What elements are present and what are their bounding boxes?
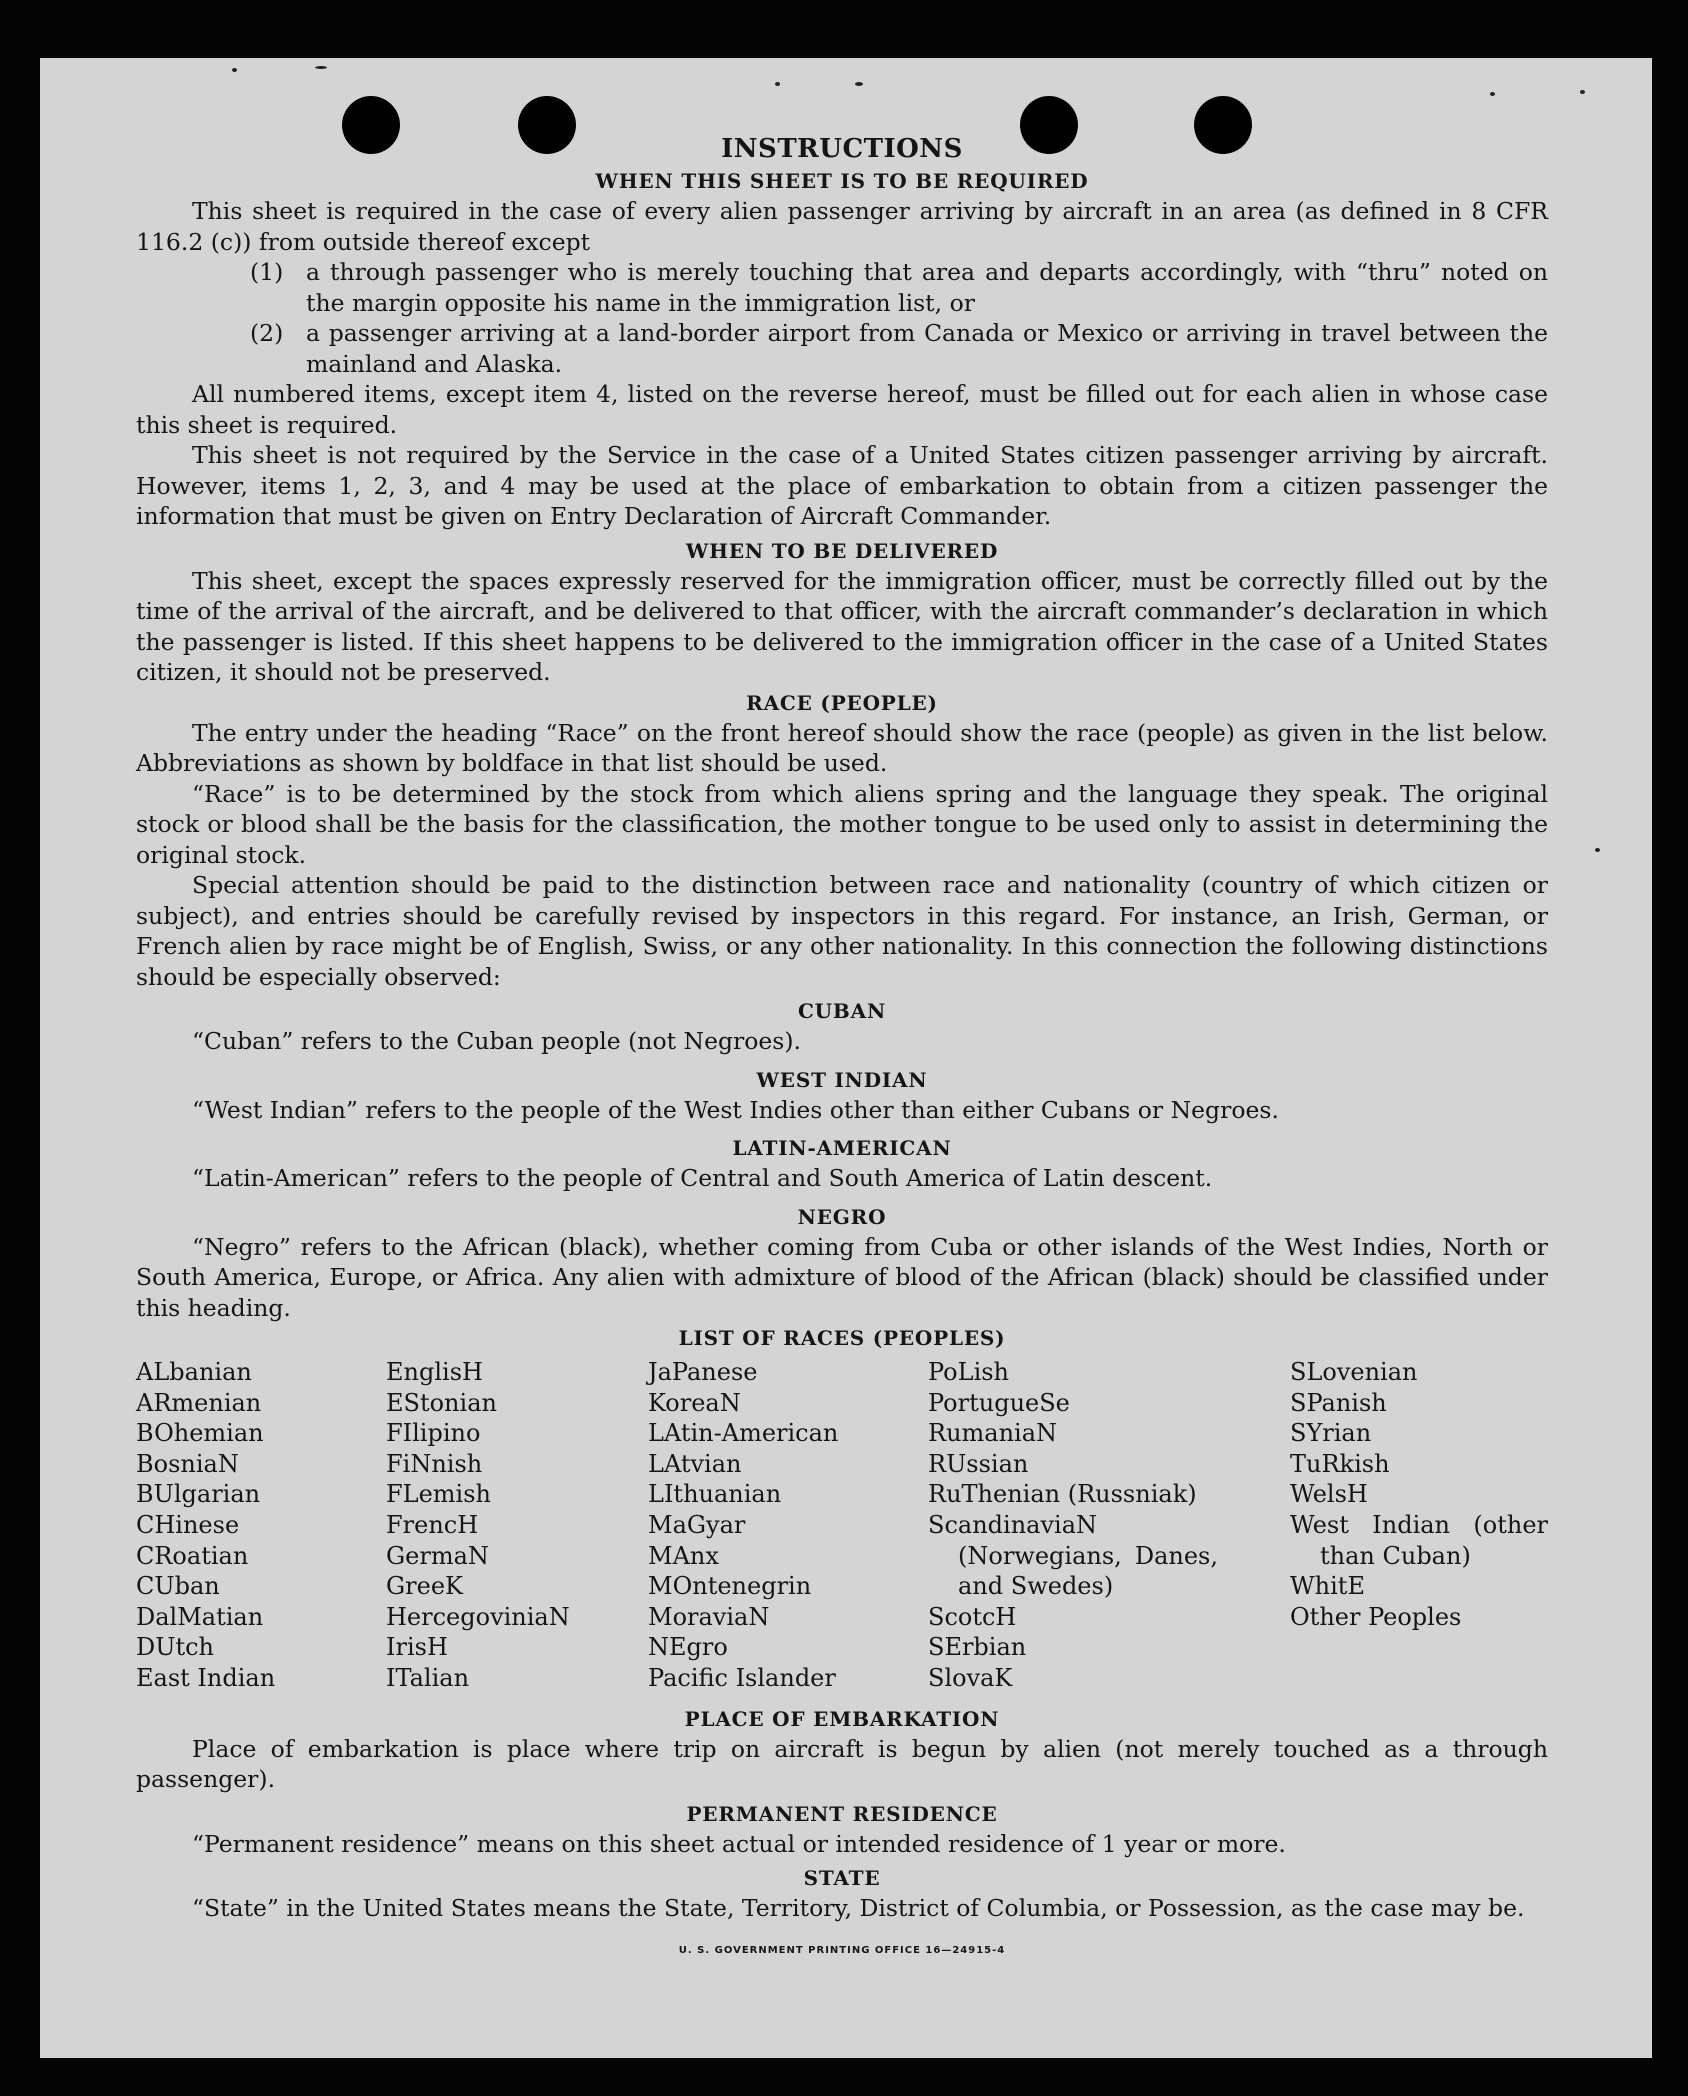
section-heading: STATE — [803, 1866, 881, 1891]
race-item: GreeK — [386, 1572, 463, 1601]
race-item: SErbian — [928, 1633, 1027, 1662]
race-item: SPanish — [1290, 1388, 1387, 1417]
paragraph: All numbered items, except item 4, listed on the reverse hereof, must be filled out for each alien in whose case this sheet is required. — [136, 380, 1548, 439]
paragraph: “Cuban” refers to the Cuban people (not Negroes). — [192, 1027, 802, 1055]
speck — [855, 82, 863, 86]
race-column — [136, 1357, 386, 1694]
race-item: LAtin-American — [648, 1419, 839, 1448]
race-column — [928, 1357, 1290, 1694]
race-item: SLovenian — [1290, 1358, 1418, 1386]
race-item: EStonian — [386, 1388, 497, 1417]
paragraph: Special attention should be paid to the distinction between race and nationality (country of which citizen or subject), and entries should be carefully revised by inspectors in this regard. For instance, an Irish, German, or French alien by race might be of English, Swiss, or any other nationality. In this connection the following distinctions should be especially observed: — [136, 871, 1548, 991]
race-item: ScotcH — [928, 1602, 1017, 1631]
paragraph: “West Indian” refers to the people of the West Indies other than either Cubans or Negroes. — [192, 1095, 1279, 1124]
race-item: HercegoviniaN — [386, 1602, 570, 1631]
instructions-body — [136, 132, 1548, 1966]
race-item: SlovaK — [928, 1663, 1013, 1692]
race-item: EnglisH — [386, 1358, 483, 1386]
race-item: East Indian — [136, 1663, 276, 1692]
race-item: MAnx — [648, 1541, 719, 1570]
section-heading: RACE (PEOPLE) — [746, 690, 938, 715]
race-item: RUssian — [928, 1449, 1029, 1478]
race-item: RumaniaN — [928, 1419, 1058, 1448]
race-item: FrencH — [386, 1510, 479, 1539]
race-item: FLemish — [386, 1480, 491, 1509]
race-item: Pacific Islander — [648, 1663, 836, 1692]
race-item: PortugueSe — [928, 1388, 1070, 1417]
item-text: a through passenger who is merely touching that area and departs accordingly, with “thru” noted on the margin opposite his name in the immigration list, or — [306, 258, 1548, 317]
race-column — [1290, 1357, 1548, 1694]
race-item: WhitE — [1290, 1572, 1365, 1601]
section-heading: WHEN TO BE DELIVERED — [685, 538, 999, 563]
race-item: CUban — [136, 1572, 220, 1601]
race-item: BOhemian — [136, 1419, 264, 1448]
paragraph: “State” in the United States means the State, Territory, District of Columbia, or Possession, as the case may be. — [192, 1894, 1525, 1923]
speck — [315, 66, 327, 69]
paragraph: This sheet is not required by the Service in the case of a United States citizen passenger arriving by aircraft. However, items 1, 2, 3, and 4 may be used at the place of embarkation to obtain from a citizen passenger the information that must be given on Entry Declaration of Aircraft Commander. — [136, 441, 1548, 530]
race-item: BosniaN — [136, 1449, 239, 1478]
section-heading: WHEN THIS SHEET IS TO BE REQUIRED — [595, 169, 1089, 193]
race-item: FiNnish — [386, 1449, 483, 1478]
paragraph: The entry under the heading “Race” on the front hereof should show the race (people) as given in the list below. Abbreviations as shown by boldface in that list should be used. — [136, 718, 1548, 777]
race-item: MoraviaN — [648, 1602, 770, 1631]
race-item: MaGyar — [648, 1510, 746, 1539]
race-item: CHinese — [136, 1510, 240, 1539]
paragraph: This sheet is required in the case of every alien passenger arriving by aircraft in an area (as defined in 8 CFR 116.2 (c)) from outside thereof except — [136, 197, 1548, 256]
speck — [232, 68, 237, 72]
race-item: SYrian — [1290, 1419, 1372, 1448]
race-item: ARmenian — [136, 1388, 262, 1417]
race-item: BUlgarian — [136, 1480, 261, 1509]
section-heading: LATIN-AMERICAN — [732, 1136, 952, 1160]
race-item: LIthuanian — [648, 1480, 782, 1509]
race-item: KoreaN — [648, 1388, 741, 1417]
race-item: WelsH — [1290, 1480, 1368, 1509]
race-item: RuThenian (Russniak) — [928, 1480, 1197, 1509]
race-list — [136, 1357, 1548, 1694]
paragraph: This sheet, except the spaces expressly reserved for the immigration officer, must be correctly filled out by the time of the arrival of the aircraft, and be delivered to that officer, with the aircraft commander’s declaration in which the passenger is listed. If this sheet happens to be delivered to the immigration officer in the case of a United States citizen, it should not be preserved. — [136, 566, 1548, 686]
section-heading: WEST INDIAN — [756, 1067, 928, 1092]
speck — [775, 82, 780, 86]
race-item: CRoatian — [136, 1541, 249, 1570]
section-heading: PLACE OF EMBARKATION — [684, 1706, 1000, 1731]
race-item: LAtvian — [648, 1449, 742, 1478]
section-heading: LIST OF RACES (PEOPLES) — [678, 1326, 1006, 1350]
section-heading: PERMANENT RESIDENCE — [686, 1801, 998, 1826]
paragraph: Place of embarkation is place where trip on aircraft is begun by alien (not merely touched as a through passenger). — [136, 1734, 1548, 1794]
race-item: ALbanian — [136, 1358, 252, 1386]
race-item: IrisH — [386, 1633, 448, 1662]
race-item: GermaN — [386, 1541, 489, 1570]
paragraph: “Race” is to be determined by the stock from which aliens spring and the language they speak. The original stock or blood shall be the basis for the classification, the mother tongue to be used only to assist in determining the original stock. — [136, 779, 1548, 869]
speck — [1580, 90, 1585, 94]
item-text: a passenger arriving at a land-border airport from Canada or Mexico or arriving in travel between the mainland and Alaska. — [306, 319, 1548, 378]
item-number: (1) — [250, 258, 284, 286]
race-item: DalMatian — [136, 1602, 264, 1631]
speck — [1490, 92, 1495, 96]
paragraph: “Negro” refers to the African (black), whether coming from Cuba or other islands of the West Indies, North or South America, Europe, or Africa. Any alien with admixture of blood of the African (black) should be classified under this heading. — [136, 1232, 1548, 1322]
race-item: DUtch — [136, 1633, 215, 1662]
race-item: ScandinaviaN (Norwegians, Danes, and Swedes) — [928, 1510, 1218, 1601]
list-item — [250, 318, 1548, 379]
race-item: Other Peoples — [1290, 1602, 1462, 1631]
document-sheet — [40, 58, 1652, 2058]
paragraph: “Permanent residence” means on this sheet actual or intended residence of 1 year or more. — [192, 1829, 1286, 1858]
race-item: PoLish — [928, 1358, 1010, 1386]
section-heading: NEGRO — [797, 1204, 887, 1229]
item-number: (2) — [250, 319, 284, 347]
section-heading: CUBAN — [797, 999, 887, 1023]
speck — [1595, 848, 1600, 852]
race-item: TuRkish — [1290, 1449, 1390, 1478]
race-item: MOntenegrin — [648, 1572, 812, 1601]
race-item: JaPanese — [648, 1358, 758, 1386]
list-item — [250, 257, 1548, 318]
race-item: ITalian — [386, 1663, 470, 1692]
race-column — [386, 1357, 648, 1694]
race-item: NEgro — [648, 1633, 728, 1662]
race-column — [648, 1357, 928, 1694]
printer-imprint: U. S. GOVERNMENT PRINTING OFFICE 16—24915-4 — [678, 1944, 1006, 1956]
page-title: INSTRUCTIONS — [721, 134, 963, 164]
race-item: West Indian (other than Cuban) — [1290, 1510, 1548, 1570]
paragraph: “Latin-American” refers to the people of Central and South America of Latin descent. — [192, 1164, 1213, 1192]
race-item: FIlipino — [386, 1419, 481, 1448]
